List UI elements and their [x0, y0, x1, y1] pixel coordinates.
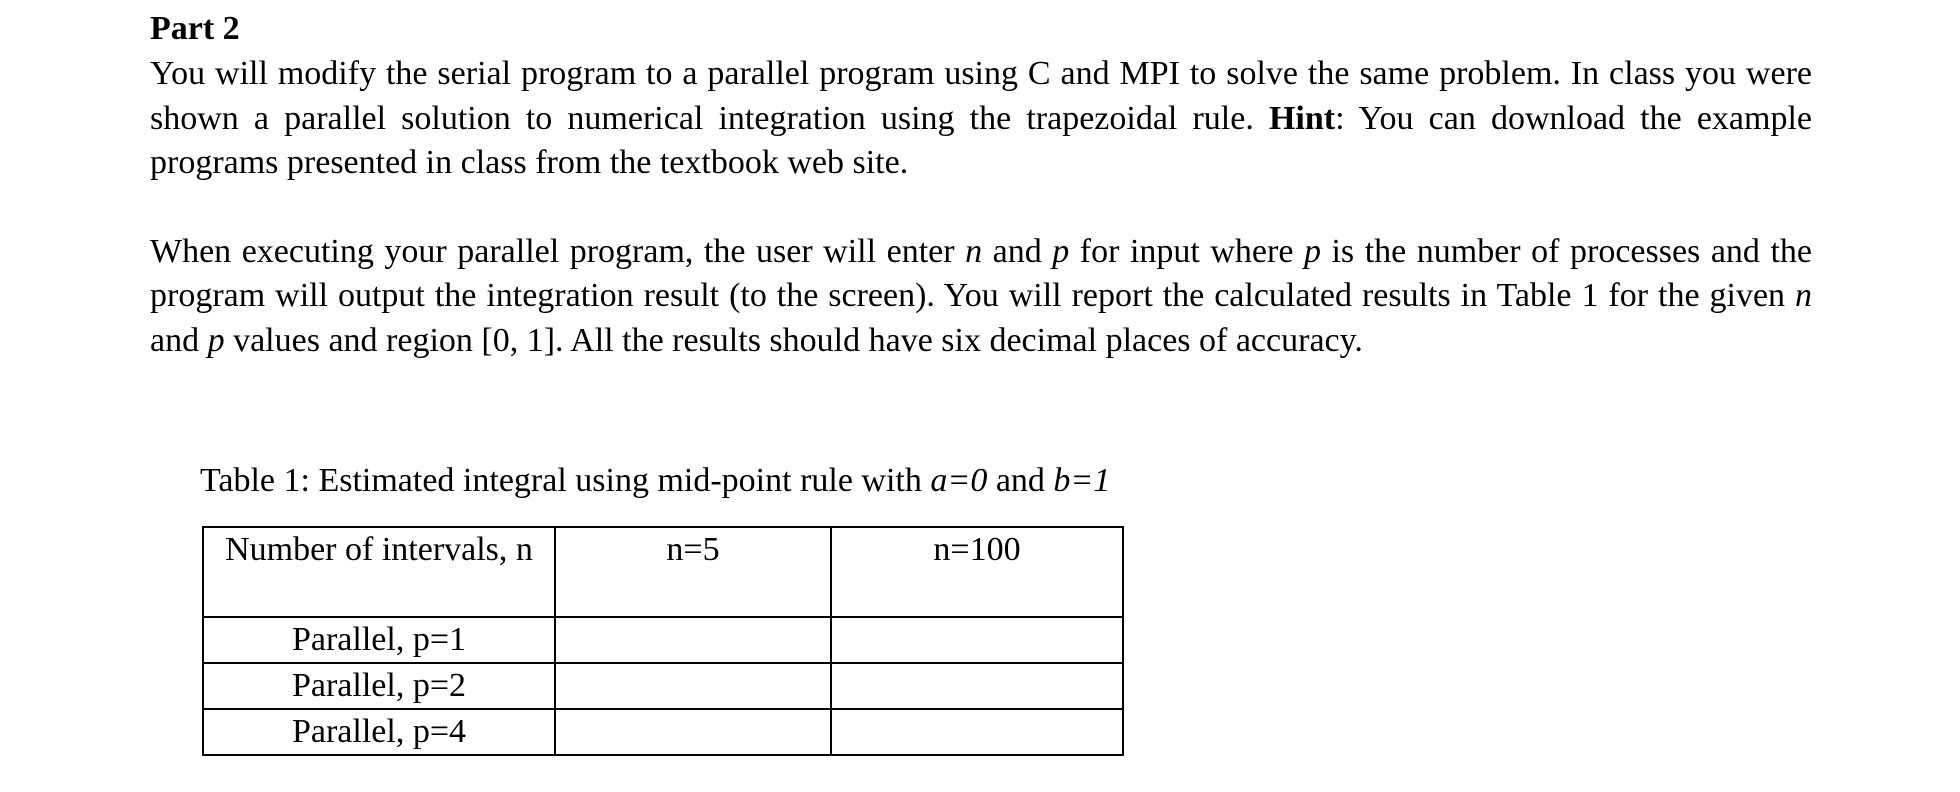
caption-b-expression: b=1: [1053, 462, 1111, 499]
table-header-row: [203, 527, 1123, 617]
results-table: [202, 526, 1124, 756]
caption-text: Table 1: Estimated integral using mid-point rule with: [200, 462, 931, 499]
result-cell: [831, 617, 1123, 663]
header-n100: n=100: [831, 527, 1123, 617]
row-label: Parallel, p=2: [203, 663, 555, 709]
paragraph-intro-text-1: You will modify the serial program to a parallel program using C and MPI to solve the same problem. In class you were shown a parallel solution to numerical integration using the trapezoidal rule.: [150, 55, 1812, 137]
table-row: [203, 663, 1123, 709]
result-cell: [831, 709, 1123, 755]
row-label: Parallel, p=1: [203, 617, 555, 663]
variable-p: p: [207, 321, 225, 359]
variable-n: n: [965, 232, 983, 270]
variable-n: n: [1795, 277, 1812, 314]
paragraph-instructions: [150, 230, 1812, 364]
variable-p: p: [1303, 232, 1321, 270]
caption-a-expression: a=0: [930, 462, 988, 499]
row-label: Parallel, p=4: [203, 709, 555, 755]
table-row: [203, 617, 1123, 663]
table-caption: [200, 458, 1110, 504]
section-title: Part 2: [150, 10, 240, 47]
variable-p: p: [1052, 232, 1070, 270]
result-cell: [555, 709, 831, 755]
instructions-text-3: for input where: [1069, 232, 1304, 270]
header-n5: n=5: [555, 527, 831, 617]
paragraph-intro-text-2: : You can download the example programs presented in class from the textbook web site.: [150, 99, 1812, 181]
result-cell: [831, 663, 1123, 709]
result-cell: [555, 617, 831, 663]
result-cell: [555, 663, 831, 709]
header-intervals: Number of intervals, n: [203, 527, 555, 617]
caption-text: and: [987, 462, 1054, 499]
instructions-text-4: is the number of processes and the program will output the integration result (to the screen). You will report the calculated results in Table 1 for the given: [150, 232, 1812, 314]
document-body: [150, 6, 1812, 363]
instructions-text-5: and: [150, 321, 208, 359]
hint-label: Hint: [1268, 99, 1336, 137]
instructions-text-6: values and region [0, 1]. All the results should have six decimal places of accuracy.: [224, 321, 1363, 359]
paragraph-intro: [150, 52, 1812, 186]
table-row: [203, 709, 1123, 755]
instructions-text-2: and: [982, 232, 1053, 270]
instructions-text-1: When executing your parallel program, the user will enter: [150, 232, 966, 270]
